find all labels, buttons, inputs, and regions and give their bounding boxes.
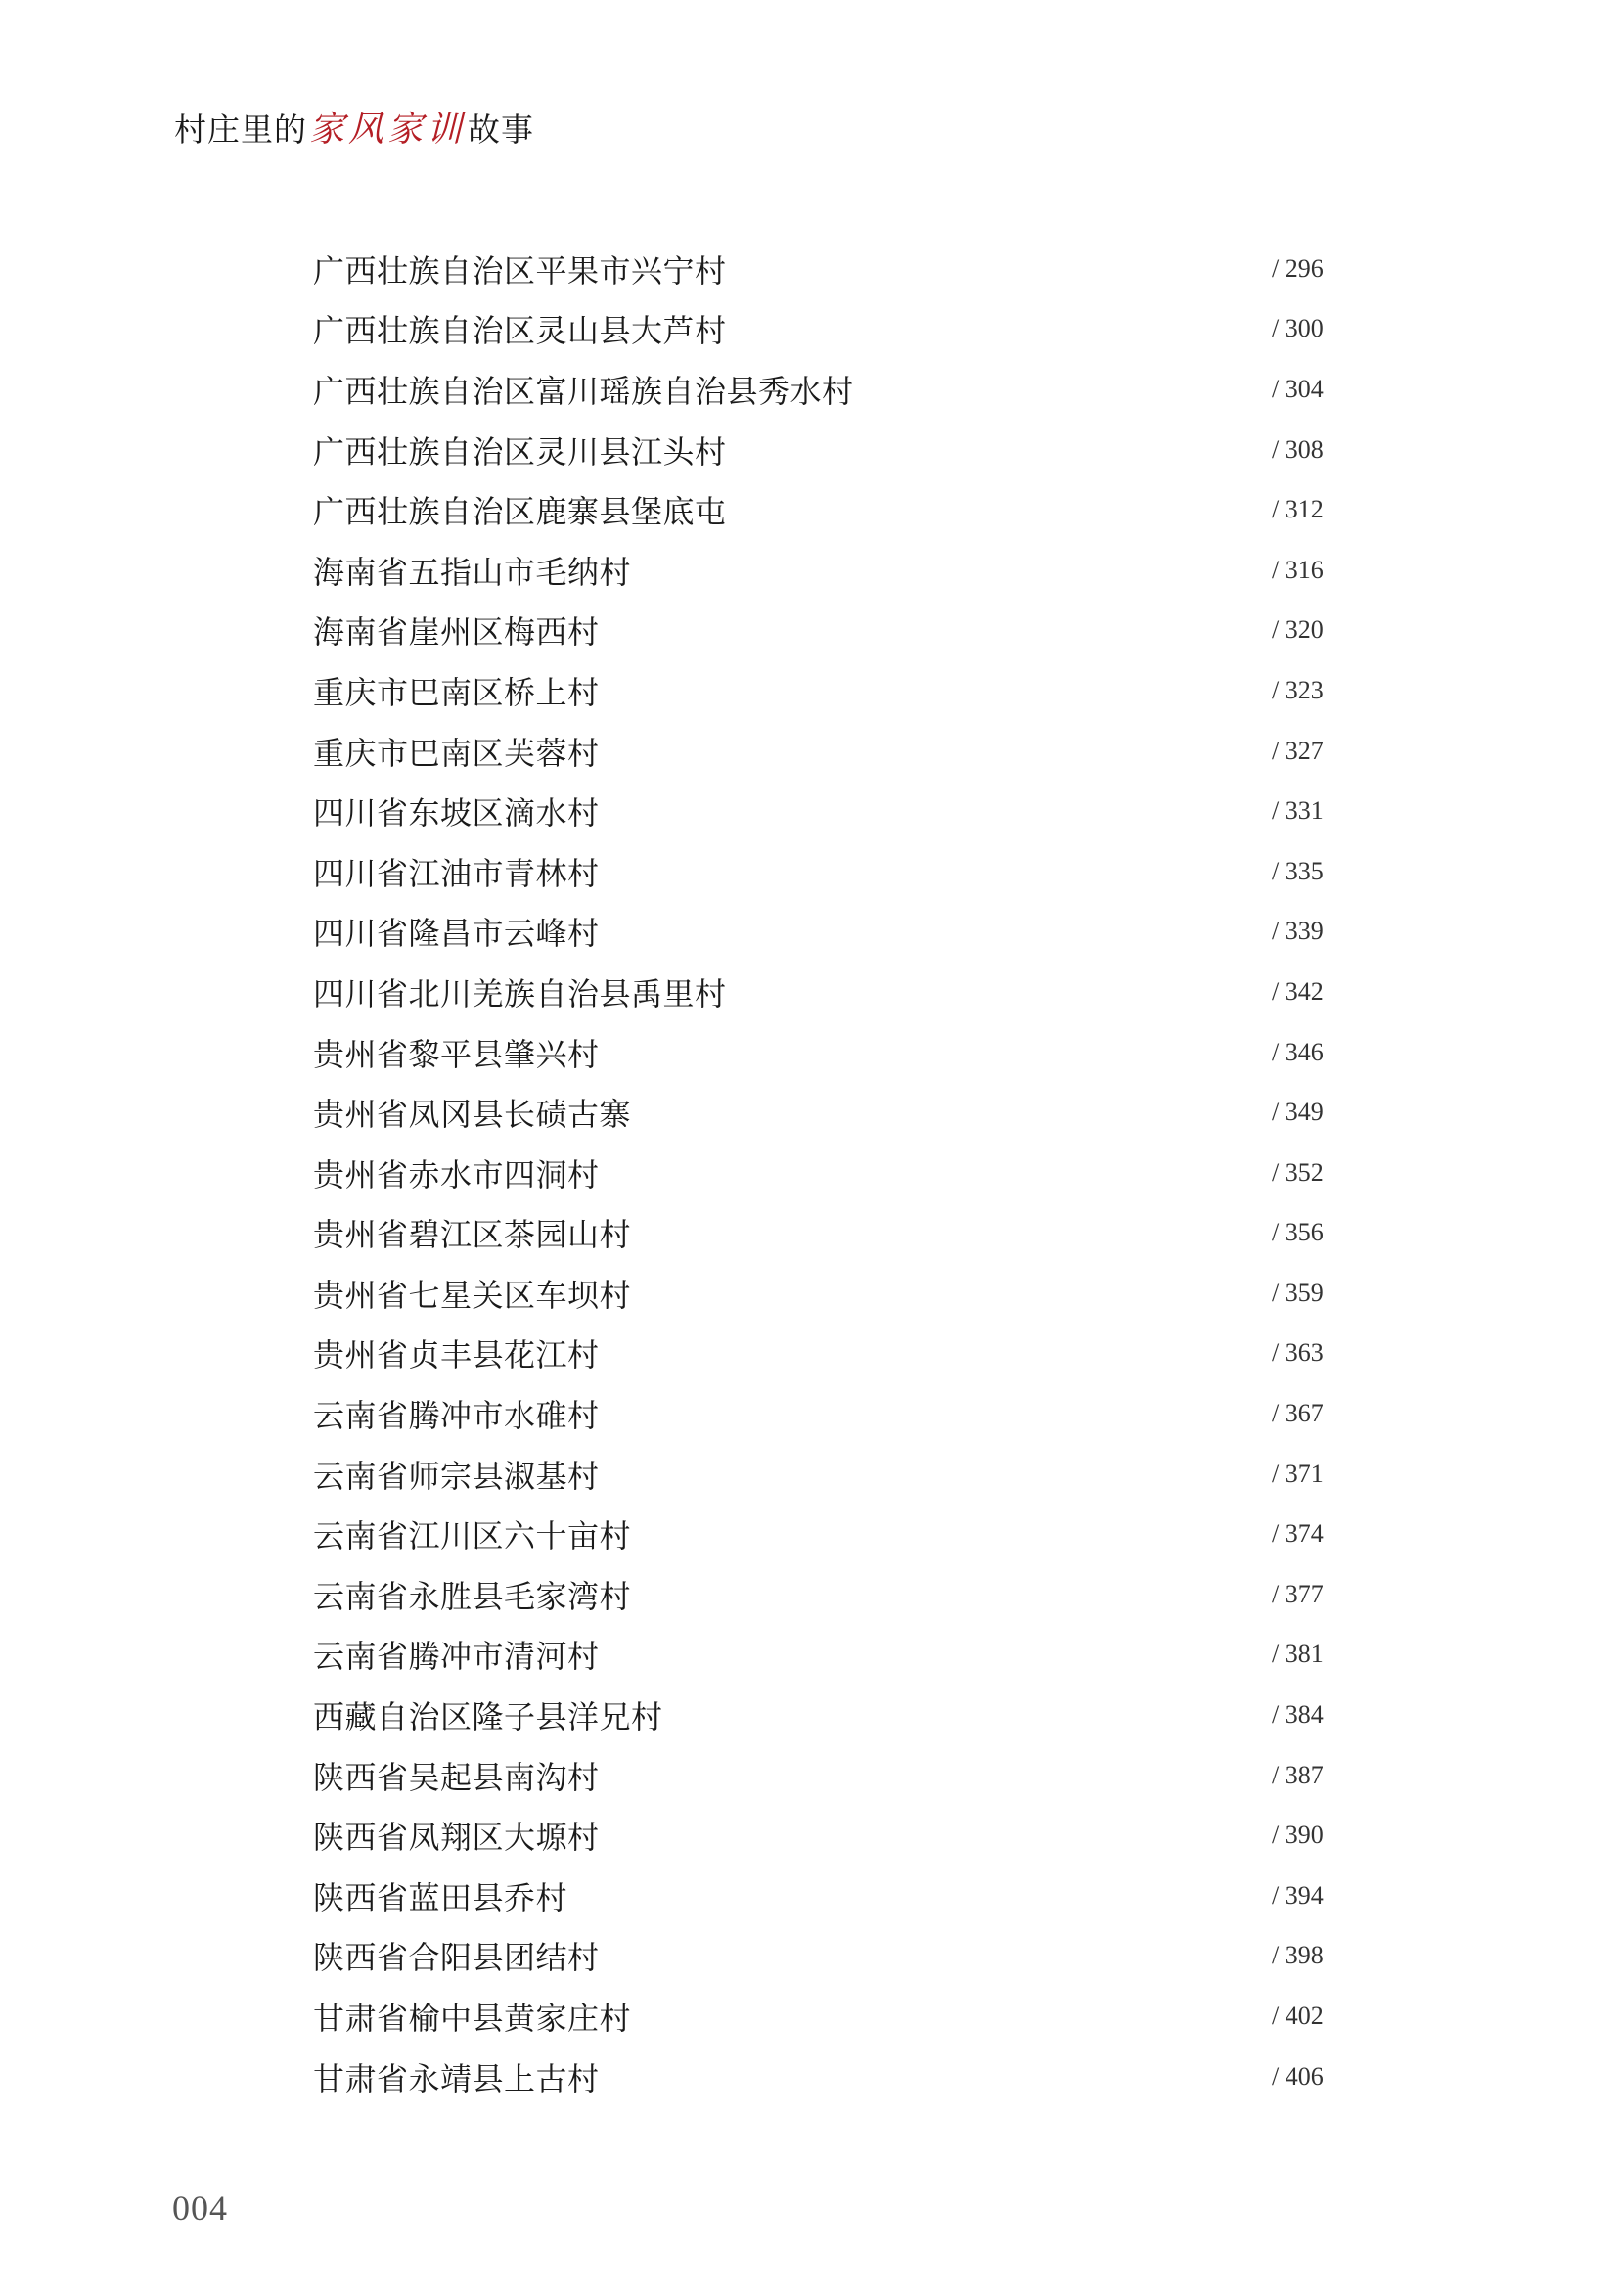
toc-entry-page: / 384 <box>1272 1700 1324 1730</box>
toc-entry-page: / 390 <box>1272 1821 1324 1850</box>
running-header <box>174 102 534 157</box>
toc-entry-page: / 387 <box>1272 1760 1324 1789</box>
table-of-contents <box>313 239 1340 2106</box>
toc-entry-title: 贵州省黎平县肇兴村 <box>313 1035 600 1073</box>
toc-entry[interactable] <box>313 2047 1340 2107</box>
toc-entry-title: 云南省腾冲市水碓村 <box>313 1397 600 1435</box>
toc-entry-page: / 374 <box>1272 1519 1324 1549</box>
toc-entry-title: 云南省永胜县毛家湾村 <box>313 1577 632 1615</box>
toc-entry[interactable] <box>313 1805 1340 1866</box>
page-number: 004 <box>172 2188 228 2228</box>
toc-entry-page: / 335 <box>1272 856 1324 885</box>
toc-entry-title: 云南省江川区六十亩村 <box>313 1517 632 1555</box>
toc-entry[interactable] <box>313 1082 1340 1143</box>
toc-entry-page: / 296 <box>1272 253 1324 283</box>
toc-entry-title: 甘肃省榆中县黄家庄村 <box>313 2000 632 2038</box>
toc-entry[interactable] <box>313 1383 1340 1444</box>
toc-entry-title: 贵州省七星关区车坝村 <box>313 1276 632 1314</box>
toc-entry-title: 西藏自治区隆子县洋兄村 <box>313 1698 663 1736</box>
toc-entry-page: / 402 <box>1272 2002 1324 2031</box>
toc-entry-page: / 359 <box>1272 1278 1324 1307</box>
toc-entry-title: 云南省师宗县淑基村 <box>313 1457 600 1495</box>
header-accent: 家风家训 <box>309 110 467 150</box>
toc-entry-page: / 304 <box>1272 374 1324 403</box>
toc-entry-title: 陕西省凤翔区大塬村 <box>313 1819 600 1857</box>
toc-entry-title: 四川省东坡区滴水村 <box>313 794 600 832</box>
toc-entry-title: 四川省隆昌市云峰村 <box>313 915 600 953</box>
toc-entry[interactable] <box>313 781 1340 841</box>
toc-entry-page: / 356 <box>1272 1218 1324 1247</box>
toc-entry-page: / 398 <box>1272 1941 1324 1970</box>
toc-entry[interactable] <box>313 1866 1340 1926</box>
toc-entry-title: 广西壮族自治区平果市兴宁村 <box>313 251 727 290</box>
toc-entry-page: / 323 <box>1272 675 1324 704</box>
toc-entry-title: 四川省江油市青林村 <box>313 854 600 892</box>
toc-entry-page: / 312 <box>1272 495 1324 524</box>
toc-entry-page: / 320 <box>1272 615 1324 645</box>
toc-entry[interactable] <box>313 479 1340 540</box>
toc-entry[interactable] <box>313 420 1340 480</box>
toc-entry-page: / 346 <box>1272 1037 1324 1066</box>
toc-entry-page: / 394 <box>1272 1880 1324 1910</box>
toc-entry[interactable] <box>313 1685 1340 1745</box>
toc-entry[interactable] <box>313 601 1340 661</box>
toc-entry-title: 四川省北川羌族自治县禹里村 <box>313 974 727 1012</box>
toc-entry[interactable] <box>313 1263 1340 1324</box>
toc-entry-page: / 349 <box>1272 1098 1324 1127</box>
toc-entry-page: / 381 <box>1272 1640 1324 1669</box>
toc-entry-page: / 327 <box>1272 736 1324 765</box>
toc-entry-title: 重庆市巴南区芙蓉村 <box>313 734 600 772</box>
header-prefix: 村庄里的 <box>174 111 307 149</box>
toc-entry-title: 重庆市巴南区桥上村 <box>313 673 600 711</box>
toc-entry[interactable] <box>313 1745 1340 1806</box>
toc-entry[interactable] <box>313 1986 1340 2047</box>
toc-entry-page: / 371 <box>1272 1459 1324 1488</box>
toc-entry[interactable] <box>313 1143 1340 1203</box>
toc-entry[interactable] <box>313 1022 1340 1083</box>
toc-entry-page: / 352 <box>1272 1157 1324 1187</box>
toc-entry-page: / 316 <box>1272 555 1324 584</box>
toc-entry[interactable] <box>313 841 1340 902</box>
toc-entry[interactable] <box>313 1203 1340 1264</box>
toc-entry-title: 广西壮族自治区鹿寨县堡底屯 <box>313 493 727 531</box>
toc-entry[interactable] <box>313 721 1340 782</box>
toc-entry-title: 陕西省合阳县团结村 <box>313 1939 600 1977</box>
toc-entry[interactable] <box>313 902 1340 963</box>
toc-entry[interactable] <box>313 1625 1340 1686</box>
toc-entry-page: / 308 <box>1272 434 1324 464</box>
toc-entry-title: 陕西省吴起县南沟村 <box>313 1758 600 1796</box>
toc-entry-title: 贵州省赤水市四洞村 <box>313 1155 600 1193</box>
toc-entry[interactable] <box>313 1444 1340 1505</box>
toc-entry-title: 甘肃省永靖县上古村 <box>313 2059 600 2097</box>
toc-entry[interactable] <box>313 299 1340 360</box>
toc-entry[interactable] <box>313 1504 1340 1564</box>
toc-entry-title: 贵州省碧江区茶园山村 <box>313 1216 632 1254</box>
toc-entry-page: / 406 <box>1272 2061 1324 2091</box>
toc-entry-page: / 300 <box>1272 314 1324 343</box>
toc-entry-page: / 339 <box>1272 917 1324 946</box>
toc-entry[interactable] <box>313 239 1340 299</box>
toc-entry-title: 贵州省贞丰县花江村 <box>313 1336 600 1374</box>
toc-entry-title: 广西壮族自治区富川瑶族自治县秀水村 <box>313 372 854 410</box>
toc-entry-title: 海南省五指山市毛纳村 <box>313 553 632 591</box>
toc-entry[interactable] <box>313 1324 1340 1384</box>
toc-entry-page: / 363 <box>1272 1338 1324 1368</box>
toc-entry[interactable] <box>313 1564 1340 1625</box>
toc-entry-title: 云南省腾冲市清河村 <box>313 1638 600 1676</box>
toc-entry-page: / 331 <box>1272 796 1324 826</box>
toc-entry-page: / 367 <box>1272 1399 1324 1428</box>
toc-entry[interactable] <box>313 540 1340 601</box>
toc-entry-title: 海南省崖州区梅西村 <box>313 613 600 652</box>
toc-entry-page: / 342 <box>1272 976 1324 1006</box>
toc-entry[interactable] <box>313 1926 1340 1987</box>
toc-entry-title: 陕西省蓝田县乔村 <box>313 1878 568 1916</box>
toc-entry-title: 广西壮族自治区灵川县江头村 <box>313 432 727 471</box>
toc-entry[interactable] <box>313 359 1340 420</box>
toc-entry[interactable] <box>313 962 1340 1022</box>
toc-entry-title: 广西壮族自治区灵山县大芦村 <box>313 312 727 350</box>
toc-entry[interactable] <box>313 660 1340 721</box>
toc-entry-page: / 377 <box>1272 1579 1324 1608</box>
header-suffix: 故事 <box>468 111 535 149</box>
toc-entry-title: 贵州省凤冈县长碛古寨 <box>313 1096 632 1134</box>
